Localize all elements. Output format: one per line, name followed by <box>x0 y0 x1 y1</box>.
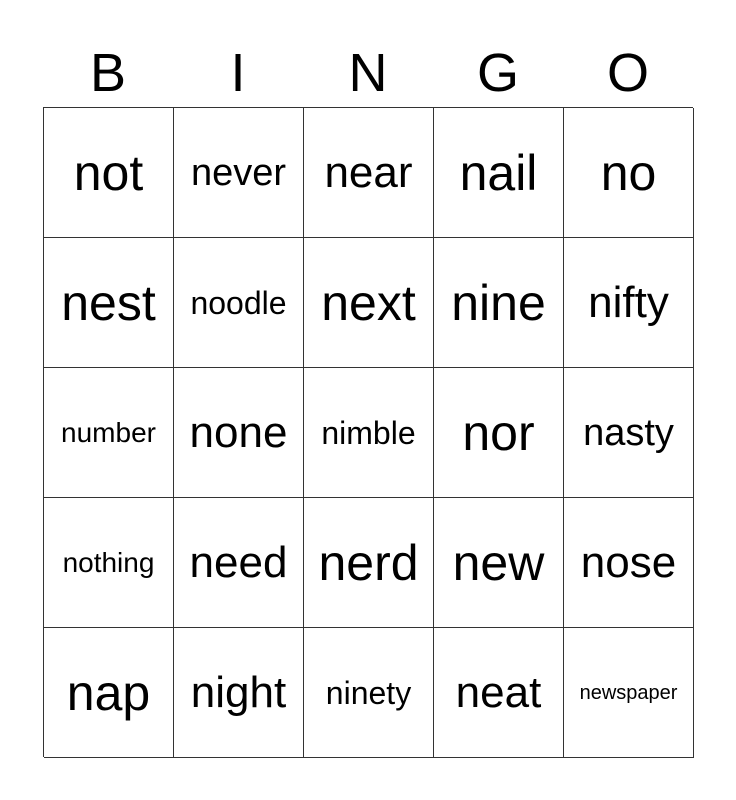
bingo-cell[interactable]: next <box>304 238 434 368</box>
header-letter-b: B <box>89 43 127 103</box>
bingo-cell[interactable]: nimble <box>304 368 434 498</box>
bingo-cell[interactable]: need <box>174 498 304 628</box>
bingo-cell[interactable]: nor <box>434 368 564 498</box>
bingo-cell[interactable]: noodle <box>174 238 304 368</box>
bingo-cell[interactable]: not <box>44 108 174 238</box>
bingo-cell[interactable]: nifty <box>564 238 694 368</box>
bingo-cell[interactable]: nine <box>434 238 564 368</box>
bingo-cell[interactable]: nest <box>44 238 174 368</box>
bingo-cell[interactable]: nothing <box>44 498 174 628</box>
header-letter-g: G <box>476 43 519 103</box>
bingo-cell[interactable]: nail <box>434 108 564 238</box>
bingo-cell[interactable]: nap <box>44 628 174 758</box>
header-letter-o: O <box>606 43 649 103</box>
bingo-cell[interactable]: no <box>564 108 694 238</box>
bingo-header <box>43 40 693 106</box>
bingo-cell[interactable]: ninety <box>304 628 434 758</box>
bingo-cell[interactable]: number <box>44 368 174 498</box>
header-letter-i: I <box>230 43 246 103</box>
bingo-cell[interactable]: night <box>174 628 304 758</box>
bingo-cell[interactable]: new <box>434 498 564 628</box>
bingo-cell[interactable]: nasty <box>564 368 694 498</box>
bingo-cell[interactable]: newspaper <box>564 628 694 758</box>
bingo-cell[interactable]: never <box>174 108 304 238</box>
header-letter-n: N <box>348 43 388 103</box>
bingo-cell[interactable]: neat <box>434 628 564 758</box>
bingo-cell[interactable]: nose <box>564 498 694 628</box>
bingo-board <box>43 107 693 757</box>
bingo-cell[interactable]: nerd <box>304 498 434 628</box>
bingo-cell[interactable]: near <box>304 108 434 238</box>
bingo-cell[interactable]: none <box>174 368 304 498</box>
